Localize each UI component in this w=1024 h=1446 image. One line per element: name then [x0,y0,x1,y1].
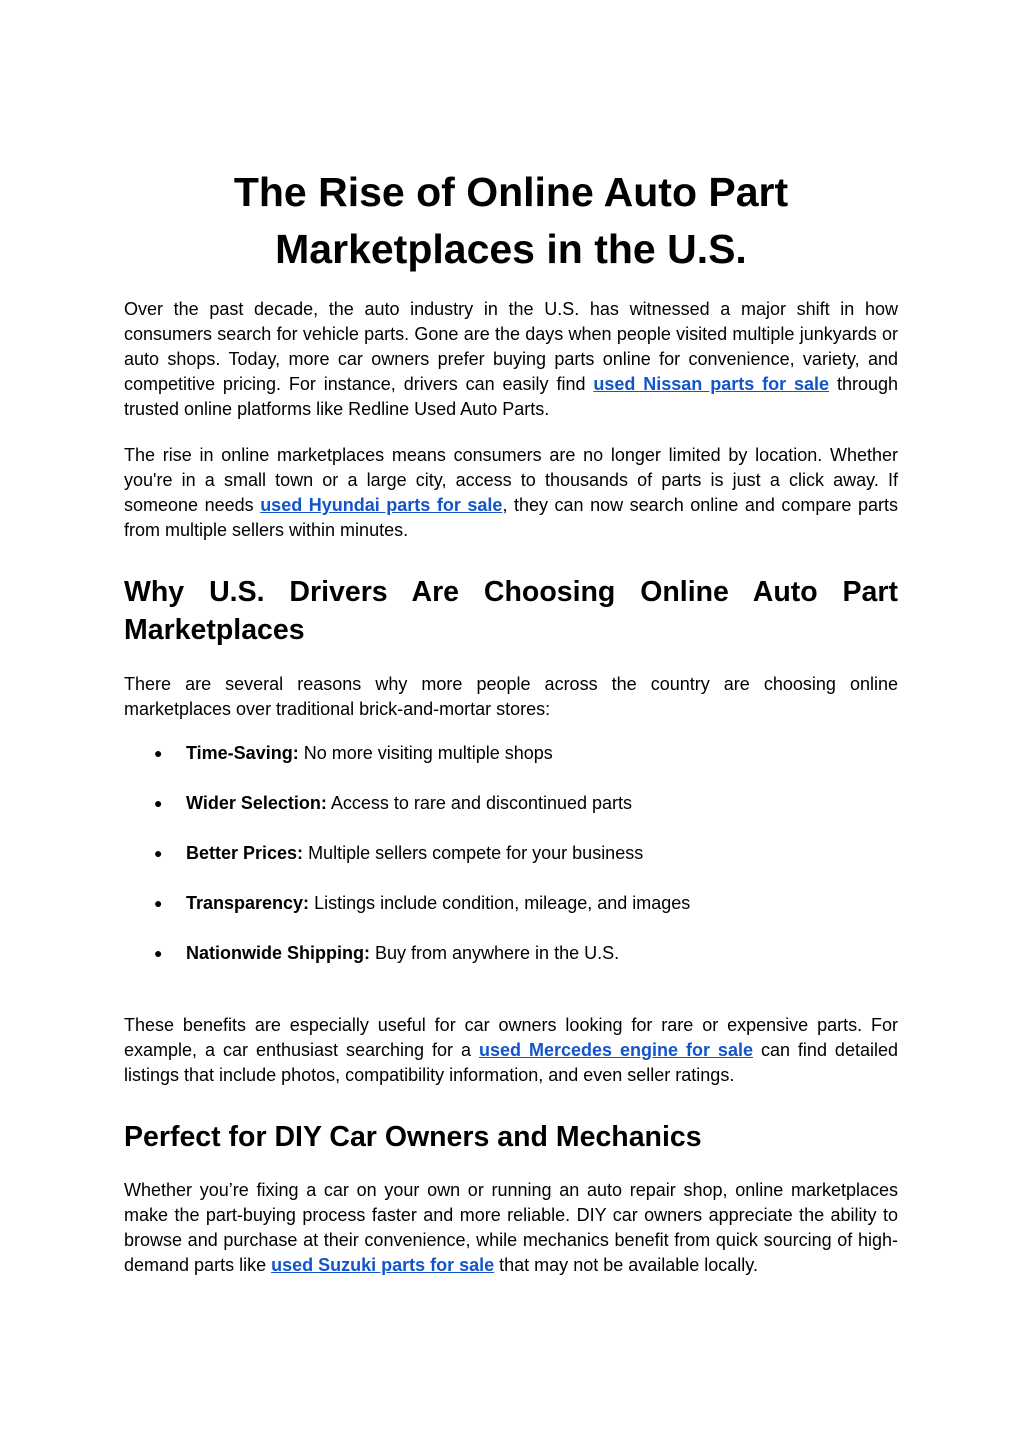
diy-paragraph [124,1178,898,1278]
intro-text-after: through trusted online platforms like Redline Used Auto Parts. [124,374,898,419]
para2-text-after: , they can now search online and compare parts from multiple sellers within minutes. [124,495,898,540]
diy-text-after: that may not be available locally. [494,1255,758,1275]
intro-paragraph [124,297,898,422]
diy-text-before: Whether you’re fixing a car on your own or running an auto repair shop, online marketplaces make the part-buying process faster and more reliable. DIY car owners appreciate the ability to browse and purchase at their convenience, while mechanics benefit from quick sourcing of high-demand parts like [124,1180,898,1275]
link-used-suzuki-parts[interactable]: used Suzuki parts for sale [271,1255,495,1275]
reasons-intro-paragraph: There are several reasons why more people across the country are choosing online marketplaces over traditional brick-and-mortar stores: [124,674,898,719]
bullet-text: Listings include condition, mileage, and images [309,893,691,913]
bullet-label: Transparency: [186,893,310,913]
closing-text-before: These benefits are especially useful for car owners looking for rare or expensive parts. For example, a car enthusiast searching for a [124,1015,898,1060]
list-item [124,891,898,941]
para2-text-before: The rise in online marketplaces means consumers are no longer limited by location. Whether you're in a small town or a large city, access to thousands of parts is just a click away. If someone needs [124,445,898,515]
page-title: The Rise of Online Auto Part Marketplaces in the U.S. [233,169,789,272]
bullet-label: Nationwide Shipping: [186,943,370,963]
intro-text-before: Over the past decade, the auto industry in the U.S. has witnessed a major shift in how consumers search for vehicle parts. Gone are the days when people visited multiple junkyards or auto shops. Today, more car owners prefer buying parts online for convenience, variety, and competitive pricing. For instance, drivers can easily find [124,299,898,394]
bullet-icon: ● [154,945,163,961]
link-used-mercedes-engine[interactable]: used Mercedes engine for sale [478,1040,753,1060]
closing-text-after: can find detailed listings that include photos, compatibility information, and even seller ratings. [124,1040,898,1085]
list-item [124,841,898,891]
bullet-label: Time-Saving: [186,743,299,763]
bullet-text: Multiple sellers compete for your business [303,843,644,863]
link-used-nissan-parts[interactable]: used Nissan parts for sale [593,374,830,394]
list-item [124,791,898,841]
bullet-icon: ● [154,745,163,761]
list-item [124,741,898,791]
bullet-icon: ● [154,795,163,811]
bullet-label: Wider Selection: [186,793,327,813]
section-heading-diy: Perfect for DIY Car Owners and Mechanics [124,1121,702,1153]
bullet-text: Buy from anywhere in the U.S. [369,943,620,963]
link-used-hyundai-parts[interactable]: used Hyundai parts for sale [260,495,503,515]
bullet-icon: ● [154,845,163,861]
benefits-list [124,741,898,991]
benefits-closing-paragraph [124,1013,898,1088]
list-item [124,941,898,991]
bullet-label: Better Prices: [186,843,304,863]
location-paragraph [124,443,898,543]
bullet-text: Access to rare and discontinued parts [326,793,633,813]
bullet-text: No more visiting multiple shops [298,743,553,763]
section-heading-why-drivers: Why U.S. Drivers Are Choosing Online Auto Part Marketplaces [124,576,898,646]
bullet-icon: ● [154,895,163,911]
